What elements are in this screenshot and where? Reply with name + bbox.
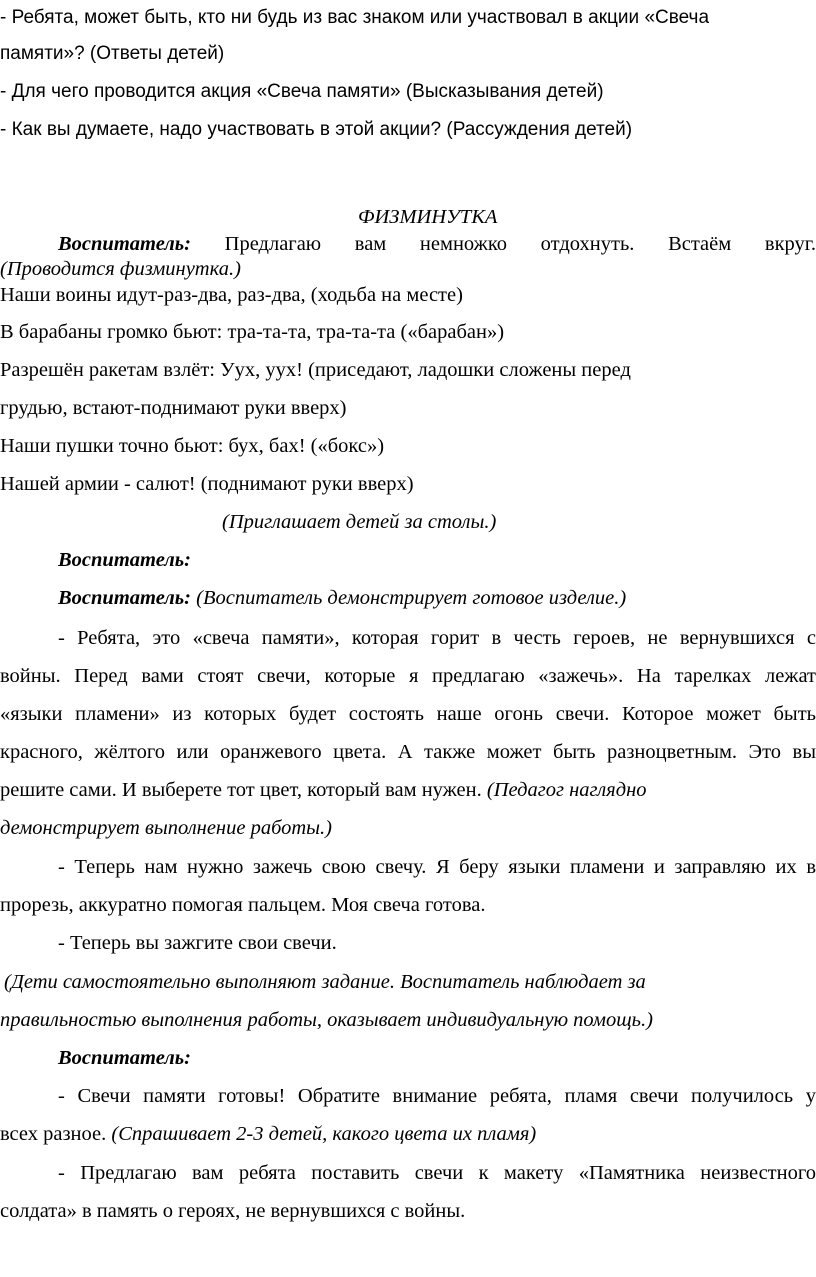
paragraph-line: «языки пламени» из которых будет состоять наше огонь свечи. Которое может быть — [0, 703, 816, 725]
paragraph-line — [0, 1122, 536, 1146]
stage-note: (Дети самостоятельно выполняют задание. Воспитатель наблюдает за — [4, 971, 646, 993]
verse-line: Наши пушки точно бьют: бух, бах! («бокс») — [0, 435, 385, 457]
invite-note: (Приглашает детей за столы.) — [222, 511, 497, 533]
question-3: - Как вы думаете, надо участвовать в этой акции? (Рассуждения детей) — [0, 119, 633, 140]
stage-note: (Проводится физминутка.) — [0, 258, 241, 280]
speaker-label: Воспитатель: — [58, 587, 191, 609]
paragraph-text: всех разное. — [0, 1123, 107, 1145]
paragraph-line: войны. Перед вами стоят свечи, которые я предлагаю «зажечь». На тарелках лежат — [0, 665, 816, 687]
paragraph-line: солдата» в память о героях, не вернувшихся с войны. — [0, 1200, 466, 1222]
speaker-label: Воспитатель: — [58, 1047, 191, 1069]
stage-note: (Педагог наглядно — [486, 779, 647, 801]
paragraph-line: - Теперь нам нужно зажечь свою свечу. Я беру языки пламени и заправляю их в — [58, 856, 816, 878]
paragraph-text: решите сами. И выберете тот цвет, который вам нужен. — [0, 779, 482, 801]
paragraph-line: - Свечи памяти готовы! Обратите внимание ребята, пламя свечи получилось у — [58, 1085, 816, 1107]
stage-note: демонстрирует выполнение работы.) — [0, 817, 333, 839]
speaker-label: Воспитатель: — [58, 549, 191, 571]
paragraph-line — [0, 778, 647, 802]
question-1-line-2: памяти»? (Ответы детей) — [0, 43, 225, 64]
word: немножко — [419, 233, 508, 255]
verse-line: Нашей армии - салют! (поднимают руки вверх) — [0, 473, 414, 495]
section-title: ФИЗМИНУТКА — [358, 206, 498, 228]
speaker-demo-line — [58, 586, 626, 610]
verse-line: Разрешён ракетам взлёт: Уух, уух! (приседают, ладошки сложены перед — [0, 359, 631, 381]
verse-line: В барабаны громко бьют: тра-та-та, тра-та-та («барабан») — [0, 321, 505, 343]
paragraph-line: - Теперь вы зажгите свои свечи. — [58, 932, 337, 954]
paragraph-line: - Ребята, это «свеча памяти», которая горит в честь героев, не вернувшихся с — [58, 627, 816, 649]
word: Встаём — [668, 233, 732, 255]
word: вкруг. — [764, 233, 816, 255]
question-2: - Для чего проводится акция «Свеча памяти» (Высказывания детей) — [0, 81, 604, 102]
stage-note: (Спрашивает 2-3 детей, какого цвета их пламя) — [111, 1123, 537, 1145]
paragraph-line: - Предлагаю вам ребята поставить свечи к макету «Памятника неизвестного — [58, 1162, 816, 1184]
stage-note: правильностью выполнения работы, оказывает индивидуальную помощь.) — [0, 1009, 653, 1031]
verse-line: грудью, встают-поднимают руки вверх) — [0, 397, 347, 419]
word: вам — [354, 233, 387, 255]
stage-note: (Воспитатель демонстрирует готовое изделие.) — [196, 587, 627, 609]
verse-line: Наши воины идут-раз-два, раз-два, (ходьба на месте) — [0, 284, 463, 306]
question-1-line-1: - Ребята, может быть, кто ни будь из вас знаком или участвовал в акции «Свеча — [0, 7, 710, 28]
teacher-rest-line — [58, 232, 816, 256]
word: отдохнуть. — [540, 233, 635, 255]
paragraph-line: красного, жёлтого или оранжевого цвета. А также может быть разноцветным. Это вы — [0, 741, 816, 763]
paragraph-line: прорезь, аккуратно помогая пальцем. Моя свеча готова. — [0, 894, 486, 916]
speaker-label: Воспитатель: — [58, 233, 191, 255]
word: Предлагаю — [224, 233, 322, 255]
